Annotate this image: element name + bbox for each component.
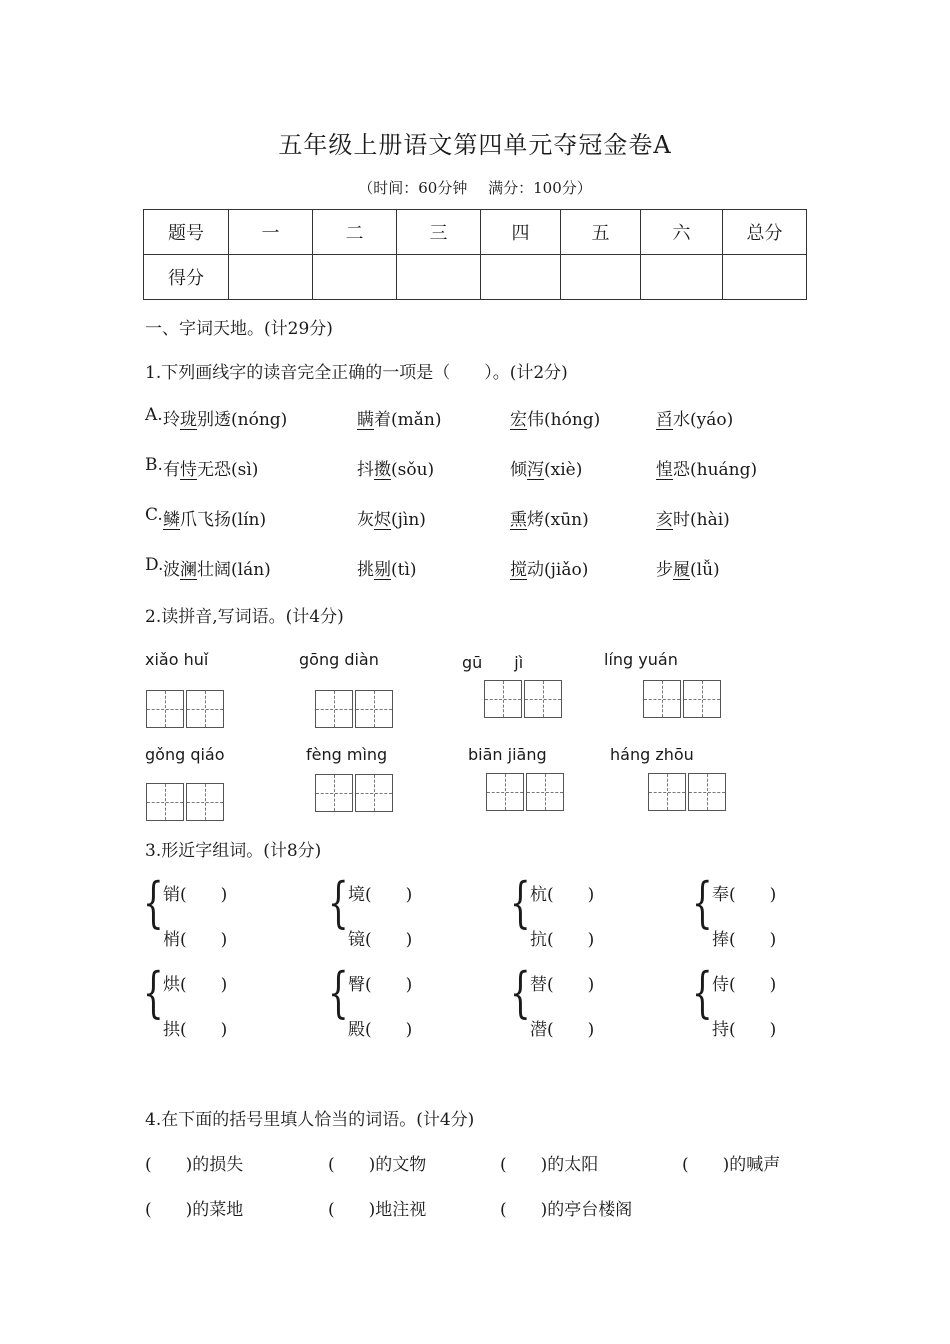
full-score: 满分：100分） <box>488 179 592 197</box>
underlined-char: 惶 <box>656 460 673 480</box>
table-cell: 得分 <box>144 255 229 300</box>
fill-blank-item[interactable]: ( )的喊声 <box>682 1155 781 1175</box>
underlined-char: 恃 <box>180 460 197 480</box>
option-word <box>656 405 733 430</box>
question-1-stem: 1.下列画线字的读音完全正确的一项是（ ）。(计2分) <box>145 363 568 383</box>
word-part: 步 <box>656 560 673 580</box>
score-table <box>143 209 807 300</box>
tian-ge-cell[interactable] <box>486 773 524 811</box>
question-3-stem: 3.形近字组词。(计8分) <box>145 841 322 861</box>
underlined-char: 履 <box>673 560 690 580</box>
word-part: 时(hài) <box>673 510 730 530</box>
option-word <box>163 455 258 480</box>
word-blank[interactable]: 销( ) <box>163 885 228 905</box>
option-label[interactable]: B. <box>145 455 163 475</box>
pinyin-label: fèng mìng <box>306 745 388 764</box>
tian-ge-cell[interactable] <box>484 680 522 718</box>
tian-ge-cell[interactable] <box>355 690 393 728</box>
word-blank[interactable]: 拱( ) <box>163 1020 228 1040</box>
fill-blank-item[interactable]: ( )的亭台楼阁 <box>500 1200 633 1220</box>
underlined-char: 澜 <box>180 560 197 580</box>
writing-grid[interactable] <box>486 773 564 811</box>
question-2-stem: 2.读拼音,写词语。(计4分) <box>145 607 344 627</box>
score-table-header-row <box>144 210 807 255</box>
word-part: 玲 <box>163 410 180 430</box>
word-part: 抖 <box>357 460 374 480</box>
word-blank[interactable]: 抗( ) <box>530 930 595 950</box>
word-part: 挑 <box>357 560 374 580</box>
fill-blank-item[interactable]: ( )的太阳 <box>500 1155 599 1175</box>
score-input-cell[interactable] <box>723 255 807 300</box>
word-part: 烤(xūn) <box>527 510 589 530</box>
fill-blank-item[interactable]: ( )的菜地 <box>145 1200 244 1220</box>
pinyin-label: biān jiāng <box>468 745 547 764</box>
tian-ge-cell[interactable] <box>355 774 393 812</box>
time-limit: （时间：60分钟 <box>358 179 468 197</box>
option-label[interactable]: A. <box>145 405 163 425</box>
section-heading: 一、字词天地。(计29分) <box>145 319 333 339</box>
option-word <box>357 405 441 430</box>
word-blank[interactable]: 潜( ) <box>530 1020 595 1040</box>
word-blank[interactable]: 境( ) <box>348 885 413 905</box>
brace-icon: { <box>328 871 349 934</box>
word-part: (sǒu) <box>391 460 435 480</box>
option-word <box>510 505 589 530</box>
word-blank[interactable]: 持( ) <box>712 1020 777 1040</box>
underlined-char: 宏 <box>510 410 527 430</box>
word-part: 无恐(sì) <box>197 460 259 480</box>
word-part: 波 <box>163 560 180 580</box>
option-word <box>357 505 426 530</box>
page-title: 五年级上册语文第四单元夺冠金卷A <box>278 131 672 159</box>
score-input-cell[interactable] <box>561 255 641 300</box>
word-part: 灰 <box>357 510 374 530</box>
tian-ge-cell[interactable] <box>524 680 562 718</box>
word-part: 水(yáo) <box>673 410 734 430</box>
underlined-char: 剔 <box>374 560 391 580</box>
word-part: (xiè) <box>544 460 583 480</box>
brace-icon: { <box>510 871 531 934</box>
word-blank[interactable]: 臀( ) <box>348 975 413 995</box>
underlined-char: 亥 <box>656 510 673 530</box>
tian-ge-cell[interactable] <box>683 680 721 718</box>
writing-grid[interactable] <box>315 690 393 728</box>
underlined-char: 擞 <box>374 460 391 480</box>
writing-grid[interactable] <box>315 774 393 812</box>
option-word <box>510 555 588 580</box>
table-cell: 题号 <box>144 210 229 255</box>
option-word <box>510 455 582 480</box>
tian-ge-cell[interactable] <box>315 774 353 812</box>
word-part: 倾 <box>510 460 527 480</box>
fill-blank-item[interactable]: ( )地注视 <box>328 1200 427 1220</box>
word-part: 别透(nóng) <box>197 410 288 430</box>
word-blank[interactable]: 替( ) <box>530 975 595 995</box>
table-cell: 一 <box>229 210 313 255</box>
option-word <box>163 555 271 580</box>
word-part: (jìn) <box>391 510 426 530</box>
table-cell: 五 <box>561 210 641 255</box>
writing-grid[interactable] <box>484 680 562 718</box>
option-label[interactable]: D. <box>145 555 164 575</box>
score-input-cell[interactable] <box>313 255 397 300</box>
brace-icon: { <box>143 871 164 934</box>
word-part: (lǚ) <box>690 560 720 580</box>
word-part: 伟(hóng) <box>527 410 601 430</box>
brace-icon: { <box>143 961 164 1024</box>
word-part: 壮阔(lán) <box>197 560 271 580</box>
word-part: 爪飞扬(lín) <box>180 510 267 530</box>
word-part: 动(jiǎo) <box>527 560 589 580</box>
word-part: 恐(huáng) <box>673 460 758 480</box>
tian-ge-cell[interactable] <box>315 690 353 728</box>
tian-ge-cell[interactable] <box>186 690 224 728</box>
underlined-char: 烬 <box>374 510 391 530</box>
option-word <box>357 455 434 480</box>
tian-ge-cell[interactable] <box>526 773 564 811</box>
pinyin-label: gū jì <box>462 653 524 672</box>
word-part: 着(mǎn) <box>374 410 442 430</box>
table-cell: 六 <box>641 210 723 255</box>
question-4-stem: 4.在下面的括号里填人恰当的词语。(计4分) <box>145 1110 475 1130</box>
option-word <box>510 405 600 430</box>
score-input-cell[interactable] <box>481 255 561 300</box>
pinyin-label: gǒng qiáo <box>145 745 225 764</box>
word-blank[interactable]: 镜( ) <box>348 930 413 950</box>
brace-icon: { <box>510 961 531 1024</box>
fill-blank-item[interactable]: ( )的文物 <box>328 1155 427 1175</box>
option-word <box>357 555 417 580</box>
word-blank[interactable]: 侍( ) <box>712 975 777 995</box>
word-blank[interactable]: 捧( ) <box>712 930 777 950</box>
pinyin-label: gōng diàn <box>299 650 379 669</box>
option-word <box>656 555 720 580</box>
option-word <box>656 505 730 530</box>
writing-grid[interactable] <box>643 680 721 718</box>
table-cell: 四 <box>481 210 561 255</box>
underlined-char: 搅 <box>510 560 527 580</box>
underlined-char: 鳞 <box>163 510 180 530</box>
word-blank[interactable]: 殿( ) <box>348 1020 413 1040</box>
tian-ge-cell[interactable] <box>146 690 184 728</box>
brace-icon: { <box>692 961 713 1024</box>
word-blank[interactable]: 烘( ) <box>163 975 228 995</box>
table-cell: 总分 <box>723 210 807 255</box>
fill-blank-item[interactable]: ( )的损失 <box>145 1155 244 1175</box>
word-blank[interactable]: 杭( ) <box>530 885 595 905</box>
underlined-char: 泻 <box>527 460 544 480</box>
writing-grid[interactable] <box>146 690 224 728</box>
underlined-char: 舀 <box>656 410 673 430</box>
table-cell: 二 <box>313 210 397 255</box>
option-word <box>656 455 757 480</box>
writing-grid[interactable] <box>648 773 726 811</box>
word-part: (tì) <box>391 560 417 580</box>
word-blank[interactable]: 奉( ) <box>712 885 777 905</box>
pinyin-label: háng zhōu <box>610 745 694 764</box>
option-word <box>163 505 266 530</box>
option-label[interactable]: C. <box>145 505 163 525</box>
tian-ge-cell[interactable] <box>146 783 184 821</box>
score-input-cell[interactable] <box>397 255 481 300</box>
table-cell: 三 <box>397 210 481 255</box>
pinyin-label: líng yuán <box>604 650 678 669</box>
score-input-cell[interactable] <box>641 255 723 300</box>
writing-grid[interactable] <box>146 783 224 821</box>
brace-icon: { <box>692 871 713 934</box>
brace-icon: { <box>328 961 349 1024</box>
tian-ge-cell[interactable] <box>648 773 686 811</box>
underlined-char: 瞒 <box>357 410 374 430</box>
underlined-char: 珑 <box>180 410 197 430</box>
tian-ge-cell[interactable] <box>186 783 224 821</box>
score-table-score-row <box>144 255 807 300</box>
score-input-cell[interactable] <box>229 255 313 300</box>
word-part: 有 <box>163 460 180 480</box>
underlined-char: 熏 <box>510 510 527 530</box>
exam-info <box>0 177 950 198</box>
tian-ge-cell[interactable] <box>688 773 726 811</box>
pinyin-label: xiǎo huǐ <box>145 650 209 669</box>
option-word <box>163 405 287 430</box>
tian-ge-cell[interactable] <box>643 680 681 718</box>
word-blank[interactable]: 梢( ) <box>163 930 228 950</box>
